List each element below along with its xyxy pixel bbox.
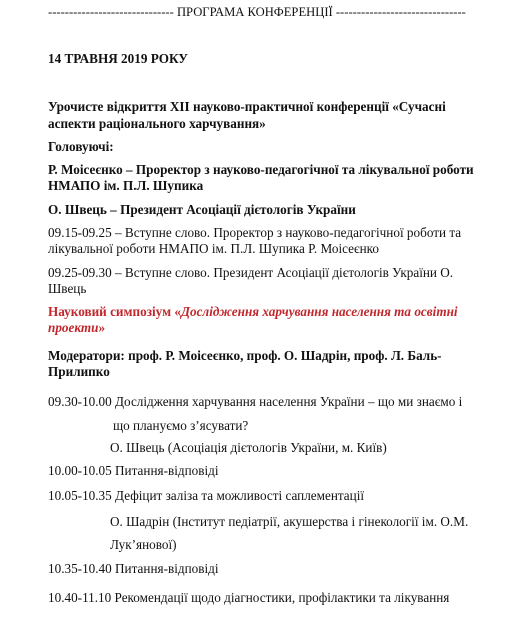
- opening-title-line1: Урочисте відкриття ХІІ науково-практичної конференції «Сучасні: [48, 99, 446, 114]
- symposium-title-italic-1: Дослідження харчування населення та освітні: [180, 304, 458, 319]
- welcome-item2-line1: 09.25-09.30 – Вступне слово. Президент Асоціації дієтологів України О.: [48, 265, 454, 280]
- moderators-line1: Модератори: проф. Р. Моісеєнко, проф. О. Шадрін, проф. Л. Баль-: [48, 348, 442, 363]
- opening-title-line2: аспекти раціонального харчування»: [48, 116, 266, 131]
- session3-speaker-line1: О. Шадрін (Інститут педіатрії, акушерства і гінекології ім. О.М.: [110, 514, 469, 529]
- chair2: О. Швець – Президент Асоціації дієтологів України: [48, 202, 356, 217]
- chairs-heading: Головуючі:: [48, 139, 114, 154]
- symposium-title-line1: [48, 304, 458, 320]
- session3-speaker-line2: Лук’янової): [110, 537, 177, 552]
- session5-title: 10.40-11.10 Рекомендації щодо діагностики, профілактики та лікування: [48, 590, 450, 605]
- chair1-line2: НМАПО ім. П.Л. Шупика: [48, 178, 204, 193]
- welcome-item2-line2: Швець: [48, 281, 87, 296]
- session3-title: 10.05-10.35 Дефіцит заліза та можливості саплементації: [48, 488, 365, 503]
- welcome-item1-line1: 09.15-09.25 – Вступне слово. Проректор з науково-педагогічної роботи та: [48, 225, 462, 240]
- program-header: ------------------------------ ПРОГРАМА КОНФЕРЕНЦІЇ -------------------------------: [48, 5, 466, 19]
- symposium-title-italic-2: проекти: [48, 320, 99, 335]
- moderators-line2: Прилипко: [48, 364, 110, 379]
- session4-title: 10.35-10.40 Питання-відповіді: [48, 561, 219, 576]
- conference-date: 14 ТРАВНЯ 2019 РОКУ: [48, 51, 188, 66]
- welcome-item1-line2: лікувальної роботи НМАПО ім. П.Л. Шупика Р. Моісеєнко: [48, 241, 380, 256]
- symposium-suffix: »: [98, 320, 106, 335]
- chair1-line1: Р. Моісеєнко – Проректор з науково-педагогічної та лікувальної роботи: [48, 162, 474, 177]
- session1-title-cont: що плануємо з’ясувати?: [113, 418, 249, 433]
- session1-title: 09.30-10.00 Дослідження харчування населення України – що ми знаємо і: [48, 394, 463, 409]
- symposium-prefix: Науковий симпозіум «: [48, 304, 181, 319]
- session2-title: 10.00-10.05 Питання-відповіді: [48, 463, 219, 478]
- session1-speaker: О. Швець (Асоціація дієтологів України, м. Київ): [110, 440, 387, 455]
- symposium-title-line2: [48, 320, 105, 336]
